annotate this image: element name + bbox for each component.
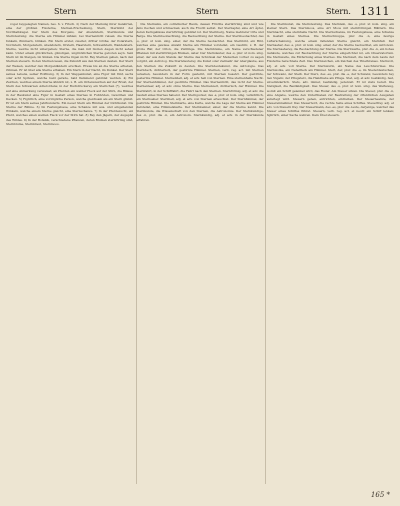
signature-mark: [0, 491, 390, 499]
printer-signature: 165 *: [370, 491, 390, 499]
text-columns: [6, 22, 394, 484]
column-1: [6, 22, 133, 484]
headword-right: Stern.: [326, 6, 351, 16]
column-text: vogel beygelegten Namen, bes. S. v. Frisch. 2) Nach der Meinung ihrer Gelehrten, eine der größten Fixsterne, Sternen-Erscheinung, Stern, Sternbild der Nordhalbkugel. Der Stern des Morgens, der Abendstern, Sternkunde und Sterndeutung; die Sterne am Himmel zählen; bei Sternenlicht reisen; die Sterne funkeln, flimmern, blinken. Ein Stern erster, zweiter, dritter Größe; der Polarstern, Nordstern, Morgenstern, Abendstern, Irrstern, Haarstern, Schweifstern, Wandelstern. Sterne, welche nicht untergehen; Sterne, die man mit bloßen Augen nicht sehen kann. Unter einem glücklichen, günstigen, unglücklichen Sterne geboren seyn. Sein Stern ist im Steigen, im Sinken. Die Sterne lügen nicht. Bey Sternen gehen, nach den Sternen steuern. In den Sternen lesen, die Zukunft aus den Sternen deuten. Der Stern der Weisen, welcher den Morgenländern erschien. Etwas bis an die Sterne erheben, rühmen. Er ist über alle Sterne erhaben. Ein Stern in der Nacht, im Dunkel. Der Stern seines Lebens, seiner Hoffnung. 3) In der Wappenkunst, eine Figur mit fünf, sechs oder acht Spitzen, welche bald gerade, bald flammend gebildet werden. 4) Ein Zeichen, welches einem Sterne ähnlich ist, z. B. ein Ordenszeichen auf der Brust, der Stern des Schwarzen Adlerordens; in der Buchdruckerey ein Sternchen (*), welches auf eine Anmerkung verweiset; an Pferden ein weißer Fleck auf der Stirn, die Blässe; in der Baukunst eine Figur in Gestalt eines Sternes in Fußböden, Gewölben und Decken. 5) Figürlich, eine vorzügliche Person, welche gleichsam als ein Stern glänzt. Er ist ein Stern seines Jahrhunderts. Ein neuer Stern am Himmel der Dichtkunst. Die Sterne der Bühne. 6) Im Festungsbaue, eine Schanze mit aus- und eingehenden Winkeln, welche einem Sterne gleicht, eine Sternschanze. 7) In der Pferdezucht, ein Pferd, welches einen weißen Fleck vor der Stirn hat. 8) Bey den Jägern, der Augapfel des Wildes. 9) In der Botanik, verschiedene Pflanzen, deren Blumen sternförmig sind, Sternblume, Sternkraut, Sternmoos.: [6, 22, 134, 126]
column-2: [136, 22, 263, 484]
headword-left: Stern: [54, 6, 77, 16]
headword-center: Stern: [196, 6, 219, 16]
column-text: Die Sternkunst, die Sterndeutung. Das Sternlein, des -s, plur. ut nom. sing. ein kleiner Stern. Das Sternmoos, eine Art Moos mit sternförmigen Blättern. Die Sternnacht, eine sternhelle Nacht. Die Sternschanze, im Festungsbaue, eine Schanze in Gestalt eines Sternes. Die Sternschnuppe, plur. die -n, eine feurige Lufterscheinung, welche einem fallenden Sterne gleicht, ein Sternfall. Der Sternseher, des -s, plur. ut nom. sing. einer, der die Sterne beobachtet, ein Astronom. Die Sternseherey, die Beobachtung der Sterne. Die Sternwarte, plur. die -n, ein hohes Gebäude, welches zur Beobachtung der Sterne eingerichtet ist, ein Observatorium. Die Sternweite, die Entfernung eines Sternes. Die Sternzeit, die nach dem Laufe der Fixsterne berechnete Zeit. Das Sternzeichen, ein Zeichen des Thierkreises. Sternvoll, adj. et adv. voll Sterne. Der Sternwurm, ein Name des Leuchtwurmes. Die Sternwolke, ein Nebelfleck am Himmel. Stert, der, plur. die -e, im Niederdeutschen, der Schwanz, der Steiß. Der Sterz, des -es, plur. die -e, der Schwanz, besonders bey den Vögeln; der Pflugsterz, die Handhabe am Pfluge. Stet, adj. et adv. beständig, fest, unveränderlich. Stets, adv. immer, beständig, jederzeit. Er ist stets bereit. Die Stetigkeit, die Beständigkeit. Das Steuer, des -s, plur. ut nom. sing. das Werkzeug, womit ein Schiff gelenket wird, das Ruder. Am Steuer sitzen. Die Steuer, plur. die -n, eine Abgabe, welche den Unterthanen zur Bestreitung der öffentlichen Ausgaben auferlegt wird. Steuern geben, entrichten, eintreiben. Der Steuerbeamte, der Steuereinnehmer. Das Steuerbord, die rechte Seite eines Schiffes. Steuerfrey, adj. et adv. von Steuern frey. Der Steuermann, des -es, plur. die -leute, derjenige, welcher das Steuer eines Schiffes führet. Steuern, verb. reg. act. et neutr. ein Schiff lenken; figürlich, einer Sache wehren. Dem Übel steuern.: [266, 22, 394, 118]
header-rule: [6, 19, 394, 20]
column-text: Die Sternanis, ein ostindischer Baum, dessen Früchte sternförmig sind und wie Anis riechen und schmecken; auch die Frucht selbst. Der Sternapfel, eine Art Äpfel, deren Kerngehäuse sternförmig gebildet ist. Der Sternberg, Name mehrerer Orte und Berge. Die Sternbeobachtung, die Beobachtung der Sterne. Der Sternbeobachter, des -s, plur. ut nom. sing. einer, der die Sterne beobachtet. Das Sternbild, ein Bild, welches eine gewisse Anzahl Sterne am Himmel vorstellet, ein Gestirn; z. B. der große Bär, der Orion, die Zwillinge. Die Sternblume, ein Name verschiedener Pflanzen mit sternförmigen Blumen, Aster. Der Sterndeuter, des -s, plur. ut nom. sing. einer, der aus dem Stande der Sterne das Schicksal der Menschen vorher zu sagen vorgibt, ein Astrolog. Die Sterndeuterey, die Kunst oder vielmehr der Aberglaube, aus den Sternen die Zukunft zu deuten. Die Sterndeutekunst, die Astrologie. Das Sterndach, dichterisch, der gestirnte Himmel. Sternen, verb. reg. act. mit Sternen versehen, besonders in der Form gesternt, mit Sternen besetzt. Der gestirnte, gesternte Himmel. Sternenhell, adj. et adv. hell von Sternen. Eine sternenhelle Nacht. Der Sternenhimmel, der gestirnte Himmel. Das Sternenlicht, das Licht der Sterne. Sternenleer, adj. et adv. ohne Sterne. Das Sternenzelt, dichterisch, der Himmel. Die Sternfahrt, in der Schifffahrt, die Fahrt nach den Sternen. Sternförmig, adj. et adv. die Gestalt eines Sternes habend. Der Sterngucker, des -s, plur. ut nom. sing. verächtlich, ein Sternseher. Sternhell, adj. et adv. von Sternen erleuchtet. Der Sternhimmel, der gestirnte Himmel. Die Sternkarte, eine Karte, welche die Lage der Sterne am Himmel darstellet, eine Himmelskarte. Der Sternkenner, einer, der die Sterne kennt. Die Sternkunde, die Wissenschaft von den Sternen, die Astronomie. Der Sternkundige, des -n, plur. die -n, ein Astronom. Sternkundig, adj. et adv. in der Sternkunde erfahren.: [136, 22, 264, 122]
column-3: [267, 22, 394, 484]
running-header: [8, 4, 392, 18]
page-number: 1311: [360, 4, 390, 18]
